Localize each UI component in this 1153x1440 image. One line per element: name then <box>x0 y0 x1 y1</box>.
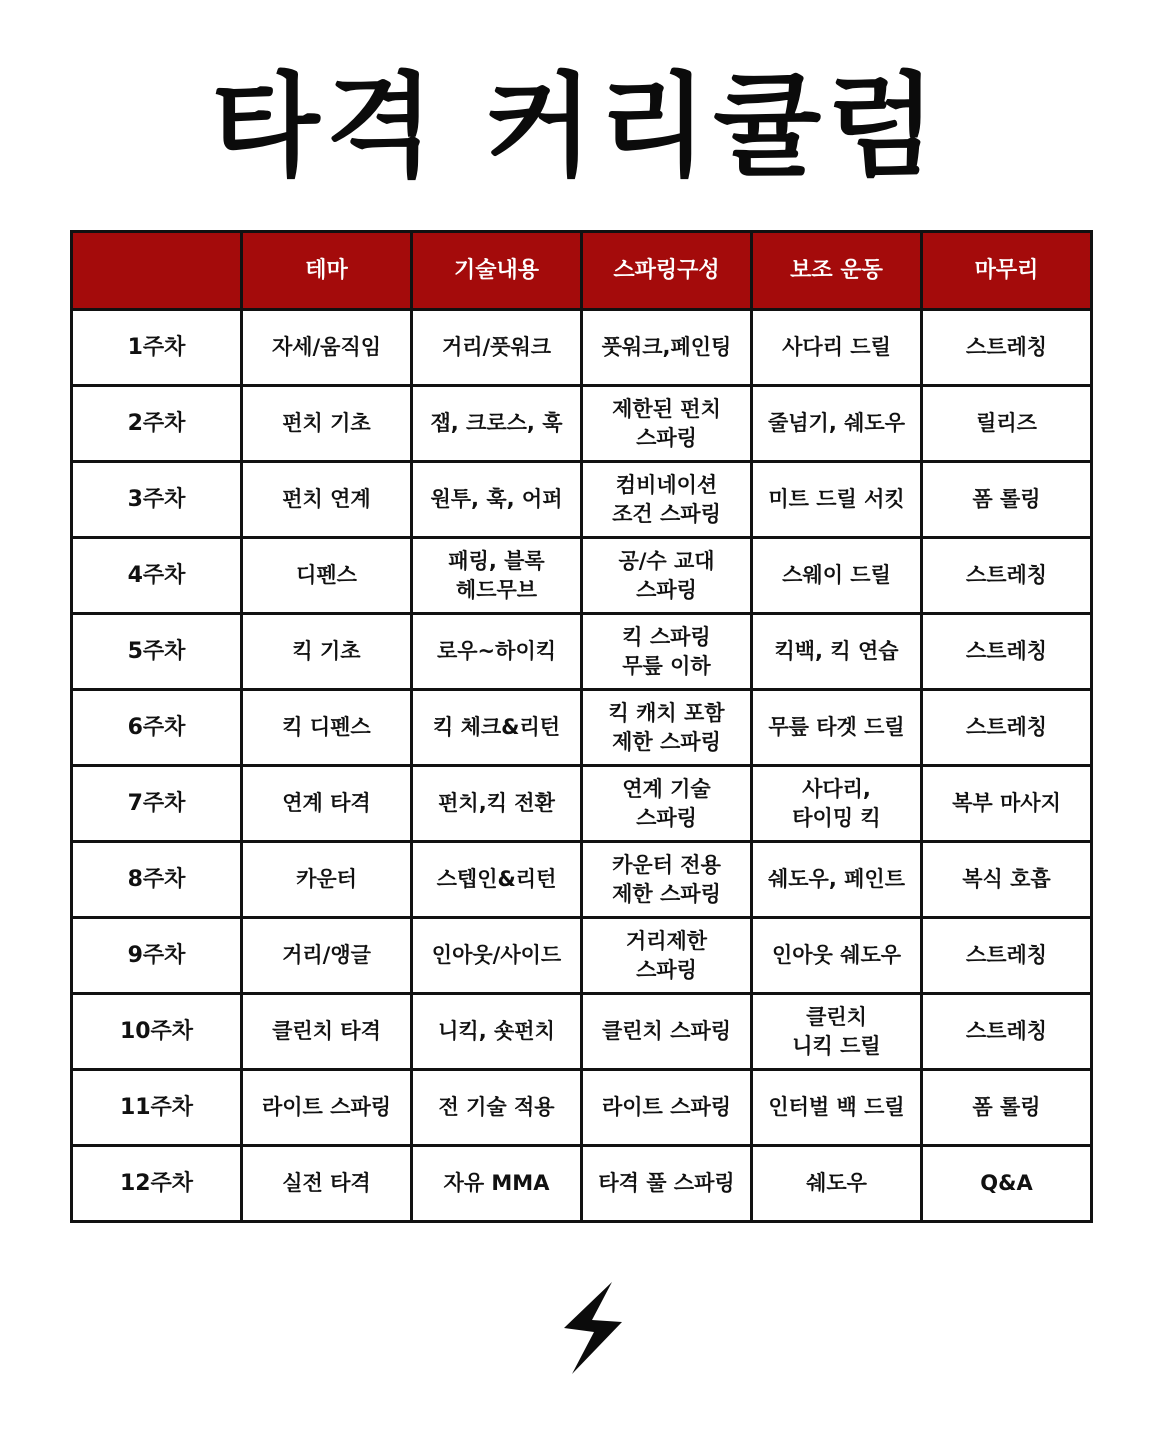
cell-text: 무릎 이하 <box>622 653 711 678</box>
week-cell: 12주차 <box>72 1146 242 1222</box>
cell-text: 니킥 드릴 <box>792 1033 881 1058</box>
technique-cell <box>412 1070 582 1146</box>
table-row <box>72 1070 1092 1146</box>
sparring-cell <box>582 538 752 614</box>
cell-text: 킥백, 킥 연습 <box>774 639 899 663</box>
week-cell: 7주차 <box>72 766 242 842</box>
curriculum-table <box>70 230 1093 1223</box>
cell-text: 복부 마사지 <box>952 791 1061 815</box>
sparring-cell <box>582 1070 752 1146</box>
theme-cell <box>242 842 412 918</box>
finish-cell <box>922 1146 1092 1222</box>
cell-text: 복식 호흡 <box>962 867 1051 891</box>
cell-text: 자유 MMA <box>443 1171 550 1195</box>
cell-text: 클린치 <box>806 1004 867 1029</box>
sparring-cell <box>582 766 752 842</box>
aux-exercise-cell <box>752 462 922 538</box>
sparring-cell <box>582 1146 752 1222</box>
cell-text: 스트레칭 <box>965 715 1048 739</box>
sparring-cell <box>582 310 752 386</box>
technique-cell <box>412 918 582 994</box>
technique-cell <box>412 766 582 842</box>
week-cell: 3주차 <box>72 462 242 538</box>
cell-text: 전 기술 적용 <box>438 1095 555 1119</box>
cell-text: 타격 풀 스파링 <box>598 1171 735 1195</box>
finish-cell <box>922 766 1092 842</box>
cell-text: 스파링 <box>636 425 697 450</box>
cell-text: 스트레칭 <box>965 563 1048 587</box>
theme-cell <box>242 994 412 1070</box>
aux-exercise-cell <box>752 1146 922 1222</box>
aux-exercise-cell <box>752 842 922 918</box>
aux-exercise-cell <box>752 310 922 386</box>
table-row <box>72 690 1092 766</box>
week-cell: 2주차 <box>72 386 242 462</box>
table-row <box>72 918 1092 994</box>
cell-text: 제한된 펀치 <box>612 396 721 421</box>
sparring-cell <box>582 462 752 538</box>
cell-text: 스파링 <box>636 577 697 602</box>
cell-text: 공/수 교대 <box>618 548 715 573</box>
cell-text: 거리/풋워크 <box>441 335 552 359</box>
finish-cell <box>922 614 1092 690</box>
cell-text: 연계 타격 <box>282 791 371 815</box>
cell-text: 로우~하이킥 <box>436 639 557 663</box>
cell-text: 스파링 <box>636 805 697 830</box>
table-row <box>72 310 1092 386</box>
cell-text: 인아웃/사이드 <box>431 943 562 967</box>
sparring-cell <box>582 994 752 1070</box>
cell-text: 릴리즈 <box>976 411 1037 435</box>
week-cell: 6주차 <box>72 690 242 766</box>
cell-text: 라이트 스파링 <box>261 1095 392 1119</box>
cell-text: 카운터 <box>296 867 357 891</box>
table-row <box>72 994 1092 1070</box>
cell-text: 펀치 연계 <box>282 487 371 511</box>
cell-text: 디펜스 <box>296 563 357 587</box>
aux-exercise-cell <box>752 614 922 690</box>
sparring-cell <box>582 842 752 918</box>
cell-text: 펀치,킥 전환 <box>438 791 555 815</box>
cell-text: 스웨이 드릴 <box>782 563 891 587</box>
cell-text: 무릎 타겟 드릴 <box>768 715 905 739</box>
finish-cell <box>922 994 1092 1070</box>
cell-text: 조건 스파링 <box>612 501 721 526</box>
table-row <box>72 842 1092 918</box>
cell-text: 스파링 <box>636 957 697 982</box>
cell-text: 사다리 드릴 <box>782 335 891 359</box>
table-body <box>72 310 1092 1222</box>
technique-cell <box>412 614 582 690</box>
technique-cell <box>412 690 582 766</box>
cell-text: 연계 기술 <box>622 776 711 801</box>
cell-text: 원투, 훅, 어퍼 <box>430 487 563 511</box>
cell-text: 컴비네이션 <box>615 472 718 497</box>
aux-exercise-cell <box>752 766 922 842</box>
cell-text: 인아웃 쉐도우 <box>771 943 902 967</box>
table-row <box>72 614 1092 690</box>
cell-text: 타이밍 킥 <box>792 805 881 830</box>
sparring-cell <box>582 614 752 690</box>
cell-text: 킥 기초 <box>292 639 361 663</box>
aux-exercise-cell <box>752 386 922 462</box>
theme-cell <box>242 1070 412 1146</box>
technique-cell <box>412 310 582 386</box>
header-corner-cell <box>72 232 242 310</box>
cell-text: 풋워크,페인팅 <box>601 335 732 359</box>
sparring-cell <box>582 690 752 766</box>
finish-cell <box>922 918 1092 994</box>
finish-cell <box>922 538 1092 614</box>
theme-cell <box>242 462 412 538</box>
cell-text: 거리/앵글 <box>282 943 371 967</box>
table-row <box>72 386 1092 462</box>
cell-text: 니킥, 숏펀치 <box>438 1019 555 1043</box>
cell-text: 쉐도우, 페인트 <box>767 867 905 891</box>
cell-text: 제한 스파링 <box>612 881 721 906</box>
technique-cell <box>412 842 582 918</box>
cell-text: 펀치 기초 <box>282 411 371 435</box>
week-cell: 1주차 <box>72 310 242 386</box>
cell-text: 미트 드릴 서킷 <box>768 487 905 511</box>
technique-cell <box>412 462 582 538</box>
week-cell: 9주차 <box>72 918 242 994</box>
cell-text: 킥 스파링 <box>622 624 711 649</box>
technique-cell <box>412 538 582 614</box>
aux-exercise-cell <box>752 918 922 994</box>
cell-text: 스트레칭 <box>965 639 1048 663</box>
table-row <box>72 766 1092 842</box>
cell-text: 자세/움직임 <box>271 335 382 359</box>
cell-text: 스트레칭 <box>965 943 1048 967</box>
theme-cell <box>242 690 412 766</box>
week-cell: 8주차 <box>72 842 242 918</box>
cell-text: 킥 체크&리턴 <box>432 715 561 739</box>
cell-text: 폼 롤링 <box>972 1095 1041 1119</box>
technique-cell <box>412 1146 582 1222</box>
header-theme: 테마 <box>242 232 412 310</box>
cell-text: 사다리, <box>802 776 871 801</box>
cell-text: 킥 디펜스 <box>282 715 371 739</box>
table-row <box>72 462 1092 538</box>
finish-cell <box>922 1070 1092 1146</box>
finish-cell <box>922 462 1092 538</box>
aux-exercise-cell <box>752 538 922 614</box>
cell-text: 클린치 타격 <box>272 1019 381 1043</box>
finish-cell <box>922 842 1092 918</box>
aux-exercise-cell <box>752 1070 922 1146</box>
cell-text: 실전 타격 <box>282 1171 371 1195</box>
page-title: 타격 커리큘럼 <box>211 62 942 192</box>
header-finish: 마무리 <box>922 232 1092 310</box>
aux-exercise-cell <box>752 994 922 1070</box>
cell-text: 인터벌 백 드릴 <box>768 1095 905 1119</box>
cell-text: 줄넘기, 쉐도우 <box>767 411 905 435</box>
technique-cell <box>412 994 582 1070</box>
cell-text: 헤드무브 <box>455 577 538 602</box>
cell-text: 스텝인&리턴 <box>436 867 557 891</box>
cell-text: 스트레칭 <box>965 335 1048 359</box>
sparring-cell <box>582 386 752 462</box>
finish-cell <box>922 690 1092 766</box>
cell-text: 쉐도우 <box>806 1171 867 1195</box>
header-technique: 기술내용 <box>412 232 582 310</box>
theme-cell <box>242 538 412 614</box>
week-cell: 11주차 <box>72 1070 242 1146</box>
cell-text: 라이트 스파링 <box>601 1095 732 1119</box>
header-sparring: 스파링구성 <box>582 232 752 310</box>
sparring-cell <box>582 918 752 994</box>
cell-text: 스트레칭 <box>965 1019 1048 1043</box>
technique-cell <box>412 386 582 462</box>
aux-exercise-cell <box>752 690 922 766</box>
lightning-bolt-icon <box>560 1282 626 1374</box>
cell-text: 거리제한 <box>625 928 708 953</box>
cell-text: 패링, 블록 <box>448 548 545 573</box>
table-row <box>72 1146 1092 1222</box>
theme-cell <box>242 614 412 690</box>
finish-cell <box>922 386 1092 462</box>
theme-cell <box>242 918 412 994</box>
header-row <box>72 232 1092 310</box>
theme-cell <box>242 766 412 842</box>
cell-text: 폼 롤링 <box>972 487 1041 511</box>
theme-cell <box>242 310 412 386</box>
cell-text: 클린치 스파링 <box>601 1019 732 1043</box>
cell-text: 킥 캐치 포함 <box>608 700 725 725</box>
finish-cell <box>922 310 1092 386</box>
theme-cell <box>242 386 412 462</box>
week-cell: 10주차 <box>72 994 242 1070</box>
theme-cell <box>242 1146 412 1222</box>
cell-text: 잽, 크로스, 훅 <box>430 411 563 435</box>
week-cell: 5주차 <box>72 614 242 690</box>
cell-text: 카운터 전용 <box>612 852 721 877</box>
week-cell: 4주차 <box>72 538 242 614</box>
table-row <box>72 538 1092 614</box>
cell-text: 제한 스파링 <box>612 729 721 754</box>
cell-text: Q&A <box>980 1171 1033 1195</box>
header-aux-exercise: 보조 운동 <box>752 232 922 310</box>
